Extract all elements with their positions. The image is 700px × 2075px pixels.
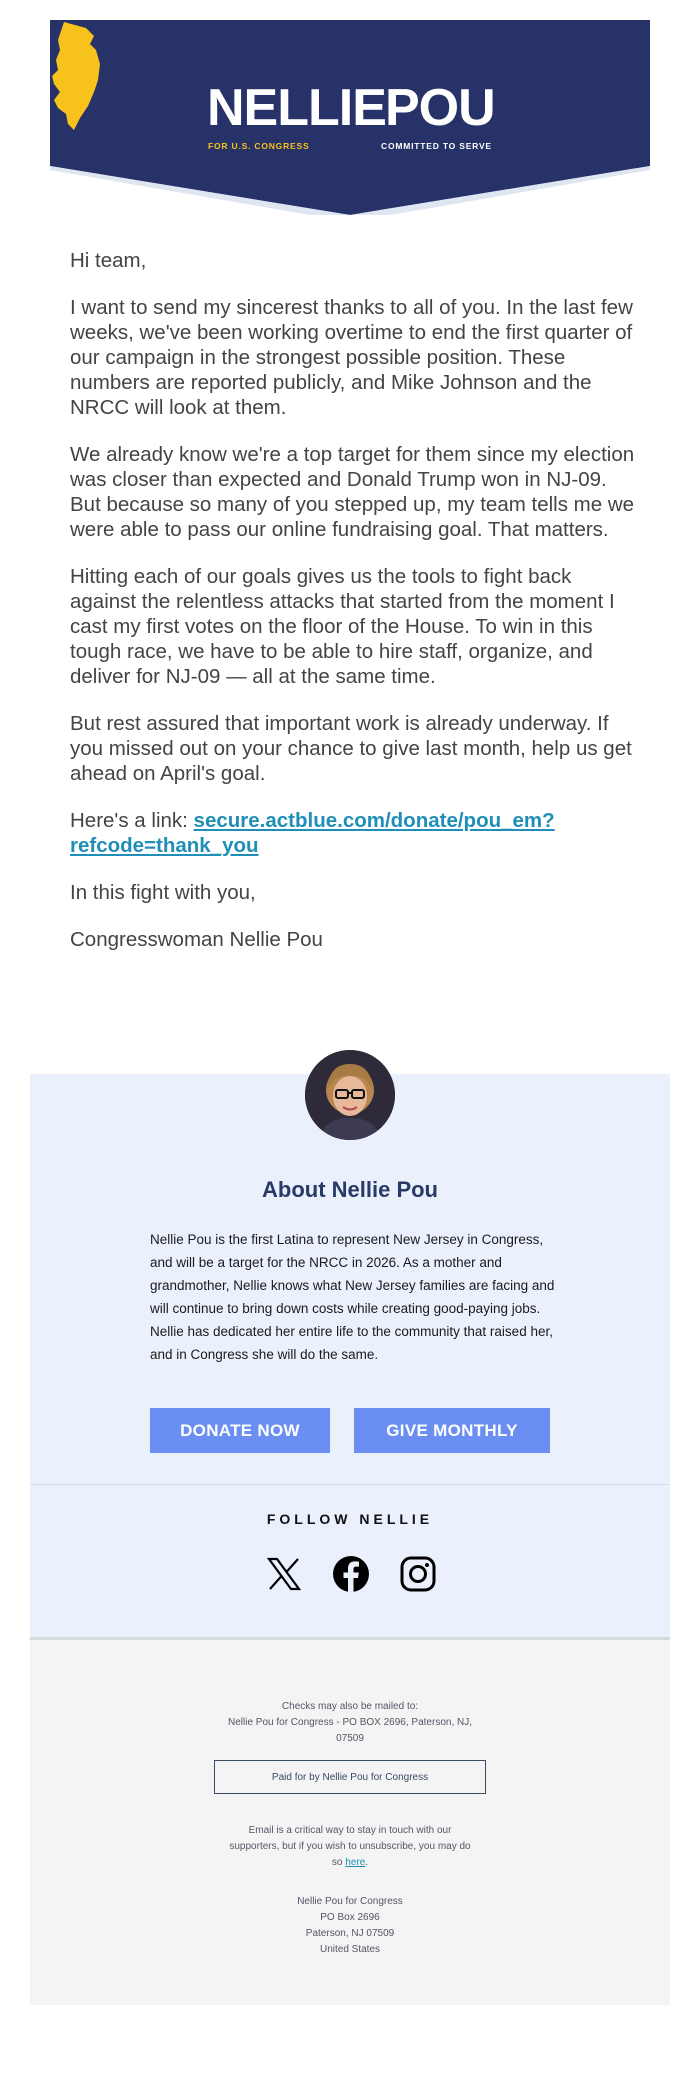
- mailing-info: [30, 1699, 670, 1747]
- logo-tagline-right: COMMITTED TO SERVE: [381, 141, 492, 151]
- facebook-icon[interactable]: [331, 1554, 371, 1594]
- about-title: About Nellie Pou: [262, 1177, 438, 1202]
- give-monthly-button[interactable]: GIVE MONTHLY: [354, 1408, 550, 1453]
- signature: Congresswoman Nellie Pou: [70, 928, 323, 951]
- link-prefix: Here's a link:: [70, 809, 194, 832]
- address-line: Paterson, NJ 07509: [305, 1928, 395, 1939]
- closing: In this fight with you,: [70, 881, 256, 904]
- mail-line: 07509: [336, 1733, 364, 1744]
- donate-link-line: [70, 808, 640, 858]
- mail-line: Nellie Pou for Congress - PO BOX 2696, Paterson, NJ,: [228, 1717, 472, 1728]
- unsubscribe-text: [225, 1823, 475, 1871]
- paragraph: Hitting each of our goals gives us the tools to fight back against the relentless attacks that started from the moment I cast my first votes on the floor of the House. To win in this tough race, we have to be able to hire staff, organize, and deliver for NJ-09 — all at the same time.: [70, 565, 615, 688]
- paragraph: But rest assured that important work is already underway. If you missed out on your chance to give last month, help us get ahead on April's goal.: [70, 712, 632, 785]
- letter-body: [70, 248, 640, 974]
- paid-for-disclaimer: Paid for by Nellie Pou for Congress: [214, 1760, 486, 1794]
- about-section: [30, 1074, 670, 1637]
- avatar: [305, 1050, 395, 1140]
- instagram-icon[interactable]: [398, 1554, 438, 1594]
- paragraph: We already know we're a top target for them since my election was closer than expected and Donald Trump won in NJ-09. But because so many of you stepped up, my team tells me we were able to pass our online fundraising goal. That matters.: [70, 443, 635, 541]
- donate-link[interactable]: secure.actblue.com/donate/pou_em?refcode=thank_you: [70, 809, 555, 857]
- address-line: Nellie Pou for Congress: [297, 1896, 403, 1907]
- divider: [30, 1484, 670, 1485]
- portrait-image: [305, 1050, 395, 1140]
- about-text: Nellie Pou is the first Latina to represent New Jersey in Congress, and will be a target for the NRCC in 2026. As a mother and grandmother, Nellie knows what New Jersey families are facing and will continue to bring down costs while creating good-paying jobs. Nellie has dedicated her entire life to the community that raised her, and in Congress she will do the same.: [150, 1232, 555, 1362]
- address-line: United States: [319, 1944, 381, 1955]
- unsubscribe-link[interactable]: here: [345, 1857, 366, 1868]
- logo-last-name: POU: [385, 79, 495, 137]
- header-banner: [50, 20, 650, 215]
- logo-first-name: NELLIE: [207, 79, 386, 137]
- donate-now-button[interactable]: DONATE NOW: [150, 1408, 330, 1453]
- paragraph: I want to send my sincerest thanks to all of you. In the last few weeks, we've been working overtime to end the first quarter of our campaign in the strongest possible position. These numbers are reported publicly, and Mike Johnson and the NRCC will look at them.: [70, 296, 633, 419]
- address-line: PO Box 2696: [320, 1912, 380, 1923]
- mail-line: Checks may also be mailed to:: [281, 1701, 419, 1712]
- follow-title: FOLLOW NELLIE: [266, 1511, 434, 1527]
- logo-tagline-left: FOR U.S. CONGRESS: [208, 141, 310, 151]
- x-icon[interactable]: [264, 1554, 304, 1594]
- footer: [30, 1637, 670, 2005]
- greeting: Hi team,: [70, 249, 147, 272]
- postal-address: [30, 1894, 670, 1958]
- unsubscribe-period: .: [365, 1857, 369, 1868]
- unsubscribe-copy: Email is a critical way to stay in touch with our supporters, but if you wish to unsubscribe, you may do so: [229, 1825, 471, 1868]
- new-jersey-map-icon: [50, 20, 110, 132]
